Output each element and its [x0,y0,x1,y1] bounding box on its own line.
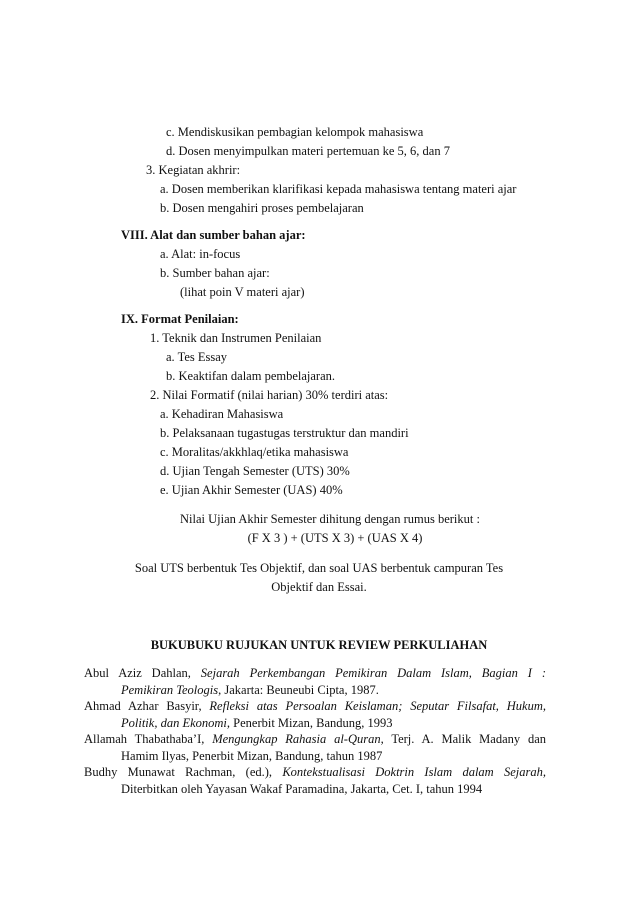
step-3-heading: 3. Kegiatan akhrir: [146,163,241,177]
section-ix-sub2: 2. Nilai Formatif (nilai harian) 30% terdiri atas: [150,388,389,402]
references-heading: BUKUBUKU RUJUKAN UNTUK REVIEW PERKULIAHAN [150,638,488,652]
reference-publisher: Hamim Ilyas, Penerbit Mizan, Bandung, tahun 1987 [121,748,383,763]
reference-title: Refleksi atas Persoalan Keislaman; Seputar Filsafat, Hukum, [209,699,546,713]
section-ix-sub2-a: a. Kehadiran Mahasiswa [160,407,284,421]
reference-title-cont: Pemikiran Teologis [121,682,219,697]
exam-note-line1: Soal UTS berbentuk Tes Objektif, dan soal UAS berbentuk campuran Tes [134,561,504,575]
section-ix-sub2-c: c. Moralitas/akkhlaq/etika mahasiswa [160,445,349,459]
reference-item [84,698,546,731]
section-viii-note: (lihat poin V materi ajar) [180,285,305,299]
section-ix-heading: IX. Format Penilaian: [121,312,239,326]
section-ix-sub1: 1. Teknik dan Instrumen Penilaian [150,331,322,345]
reference-title: Mengungkap Rahasia al-Quran, [212,732,384,746]
section-viii-item-a: a. Alat: in-focus [160,247,241,261]
step-3-item-b: b. Dosen mengahiri proses pembelajaran [160,201,364,215]
step-item-d: d. Dosen menyimpulkan materi pertemuan ke 5, 6, dan 7 [166,144,450,158]
reference-title-cont: Politik, dan Ekonomi, [121,715,231,730]
reference-publisher: Penerbit Mizan, Bandung, 1993 [230,715,393,730]
reference-author: Ahmad Azhar Basyir, [84,699,210,713]
reference-translator: Terj. A. Malik Madany dan [383,732,546,746]
step-item-c: c. Mendiskusikan pembagian kelompok mahasiswa [166,125,424,139]
reference-item [84,764,546,797]
step-3-item-a: a. Dosen memberikan klarifikasi kepada mahasiswa tentang materi ajar [160,182,517,196]
exam-note-line2: Objektif dan Essai. [271,580,367,594]
section-ix-sub1-a: a. Tes Essay [166,350,228,364]
formula-intro: Nilai Ujian Akhir Semester dihitung dengan rumus berikut : [180,512,480,526]
reference-item [84,665,546,698]
reference-author: Abul Aziz Dahlan, [84,666,201,680]
section-viii-heading: VIII. Alat dan sumber bahan ajar: [121,228,306,242]
section-viii-item-b: b. Sumber bahan ajar: [160,266,270,280]
reference-title: Sejarah Perkembangan Pemikiran Dalam Islam, Bagian I : [200,666,546,680]
reference-item [84,731,546,764]
formula: (F X 3 ) + (UTS X 3) + (UAS X 4) [247,531,423,545]
section-ix-sub2-b: b. Pelaksanaan tugastugas terstruktur dan mandiri [160,426,409,440]
reference-author: Budhy Munawat Rachman, (ed.), [84,765,283,779]
reference-author: Allamah Thabathaba’I, [84,732,213,746]
reference-publisher: , Jakarta: Beuneubi Cipta, 1987. [218,682,379,697]
section-ix-sub2-d: d. Ujian Tengah Semester (UTS) 30% [160,464,350,478]
section-ix-sub2-e: e. Ujian Akhir Semester (UAS) 40% [160,483,343,497]
section-ix-sub1-b: b. Keaktifan dalam pembelajaran. [166,369,336,383]
reference-publisher: Diterbitkan oleh Yayasan Wakaf Paramadina, Jakarta, Cet. I, tahun 1994 [121,781,483,796]
reference-title: Kontekstualisasi Doktrin Islam dalam Sejarah, [282,765,546,779]
